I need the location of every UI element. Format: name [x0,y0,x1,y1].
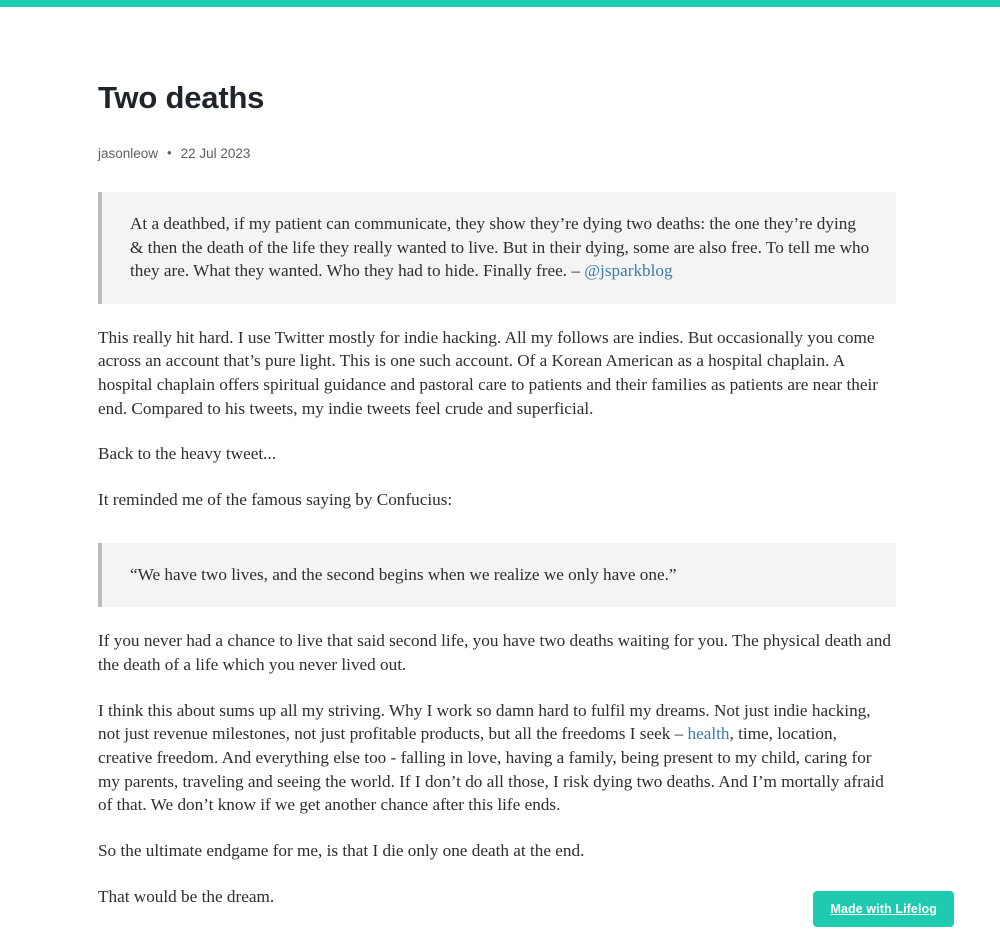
paragraph-5 [98,699,891,818]
blockquote-secondary-text: “We have two lives, and the second begins when we realize we only have one.” [130,564,677,584]
paragraph-3: It reminded me of the famous saying by Confucius: [98,490,453,510]
post-author: jasonleow [98,146,159,161]
paragraph-7: That would be the dream. [98,886,275,906]
paragraph-4: If you never had a chance to live that said second life, you have two deaths waiting for you. The physical death and the death of a life which you never lived out. [98,631,891,674]
blockquote-primary-body: At a deathbed, if my patient can communicate, they show they’re dying two deaths: the one they’re dying & then the death of the life they really wanted to live. But in their dying, some are also free. To tell me who they are. What they wanted. Who they had to hide. Finally free. – [130,214,870,280]
paragraph-1: This really hit hard. I use Twitter mostly for indie hacking. All my follows are indies. But occasionally you come across an account that’s pure light. This is one such account. Of a Korean American as a hospital chaplain. A hospital chaplain offers spiritual guidance and pastoral care to patients and their families as patients are near their end. Compared to his tweets, my indie tweets feel crude and superficial. [98,327,878,418]
meta-separator: • [167,145,172,160]
paragraph-5-part-1: I think this about sums up all my striving. Why I work so damn hard to fulfil my dreams. Not just indie hacking, not just revenue milestones, not just profitable products, but all the freedoms I seek – [98,700,871,744]
blockquote-primary [98,192,896,304]
health-link[interactable]: health [687,724,730,744]
accent-top-bar [0,0,1000,7]
made-with-lifelog-badge[interactable]: Made with Lifelog [813,891,954,927]
blockquote-secondary [98,543,896,608]
footer-badge-container [813,891,954,927]
paragraph-2: Back to the heavy tweet... [98,444,277,464]
article-page [0,7,1000,909]
jsparkblog-link[interactable]: @jsparkblog [584,261,673,280]
post-date: 22 Jul 2023 [180,146,251,161]
paragraph-6: So the ultimate endgame for me, is that I die only one death at the end. [98,841,585,861]
page-title: Two deaths [98,80,265,115]
blockquote-primary-text [130,212,870,283]
post-meta [98,146,902,161]
paragraph-5-part-2: , time, location, creative freedom. And everything else too - falling in love, having a family, being present to my child, caring for my parents, traveling and seeing the world. If I don’t do all those, I risk dying two deaths. And I’m mortally afraid of that. We don’t know if we get another chance after this life ends. [98,724,884,815]
